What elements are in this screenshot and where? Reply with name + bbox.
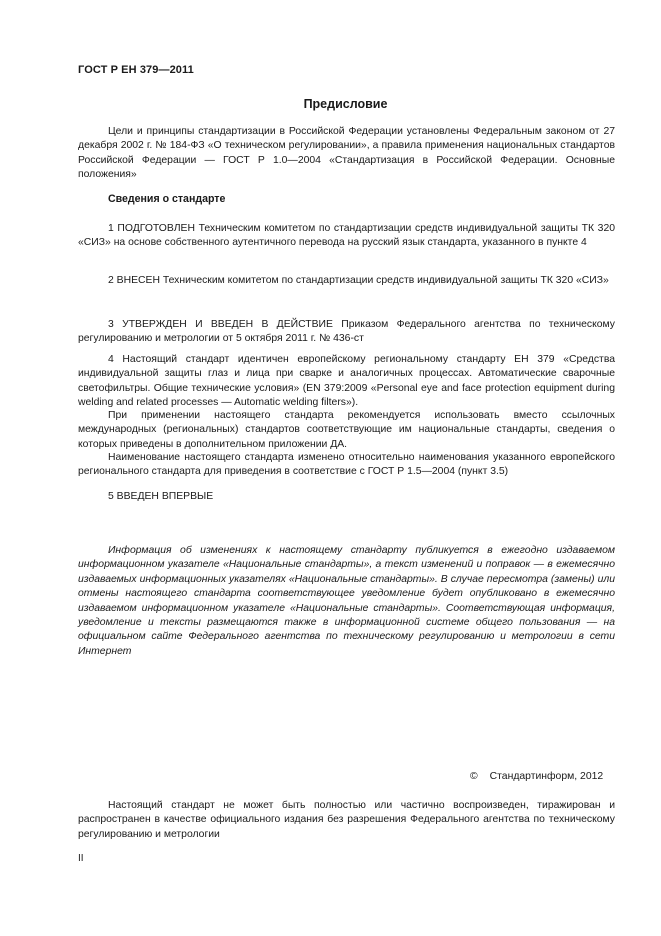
item-1-paragraph: 1 ПОДГОТОВЛЕН Техническим комитетом по стандартизации средств индивидуальной защиты ТК 320 «СИЗ» на основе собственного аутентичного перевода на русский язык стандарта, указанного в пункте 4 <box>78 223 615 249</box>
item-4-paragraph: 4 Настоящий стандарт идентичен европейскому региональному стандарту ЕН 379 «Средства индивидуальной защиты глаз и лица при сварке и аналогичных процессах. Автоматические сварочные светофильтры. Общие технические условия» (EN 379:2009 «Personal eye and face protection equipment during welding and related processes — Automatic welding filters»). <box>78 354 615 409</box>
section-heading: Сведения о стандарте <box>108 193 226 205</box>
page-number: II <box>78 853 84 864</box>
item-5-paragraph: 5 ВВЕДЕН ВПЕРВЫЕ <box>108 491 214 502</box>
intro-paragraph: Цели и принципы стандартизации в Российской Федерации установлены Федеральным законом от 27 декабря 2002 г. № 184-ФЗ «О техническом регулировании», а правила применения национальных стандартов Российской Федерации — ГОСТ Р 1.0—2004 «Стандартизация в Российской Федерации. Основные положения» <box>78 126 615 181</box>
reproduction-notice: Настоящий стандарт не может быть полностью или частично воспроизведен, тиражирован и распространен в качестве официального издания без разрешения Федерального агентства по техническому регулированию и метрологии <box>78 800 615 840</box>
item-4-name-change-paragraph: Наименование настоящего стандарта изменено относительно наименования указанного европейского регионального стандарта для приведения в соответствие с ГОСТ Р 1.5—2004 (пункт 3.5) <box>78 452 615 478</box>
item-4-references-paragraph: При применении настоящего стандарта рекомендуется использовать вместо ссылочных международных (региональных) стандартов соответствующие им национальные стандарты, сведения о которых приведены в дополнительном приложении ДА. <box>78 410 615 450</box>
page-title: Предисловие <box>303 97 388 111</box>
copyright-icon: © <box>470 771 478 782</box>
changes-notice: Информация об изменениях к настоящему стандарту публикуется в ежегодно издаваемом информационном указателе «Национальные стандарты», а текст изменений и поправок — в ежемесячно издаваемых информационных указателях «Национальные стандарты». В случае пересмотра (замены) или отмены настоящего стандарта соответствующее уведомление будет опубликовано в ежемесячно издаваемом информационном указателе «Национальные стандарты». Соответствующая информация, уведомление и тексты размещаются также в информационной системе общего пользования — на официальном сайте Федерального агентства по техническому регулированию и метрологии в сети Интернет <box>78 545 615 657</box>
item-2-paragraph: 2 ВНЕСЕН Техническим комитетом по стандартизации средств индивидуальной защиты ТК 320 «СИЗ» <box>108 275 609 286</box>
copyright-text: Стандартинформ, 2012 <box>489 771 604 782</box>
copyright-line <box>470 771 603 782</box>
item-3-paragraph: 3 УТВЕРЖДЕН И ВВЕДЕН В ДЕЙСТВИЕ Приказом Федерального агентства по техническому регулированию и метрологии от 5 октября 2011 г. № 436-ст <box>78 319 615 345</box>
doc-code-header: ГОСТ Р ЕН 379—2011 <box>78 64 194 76</box>
